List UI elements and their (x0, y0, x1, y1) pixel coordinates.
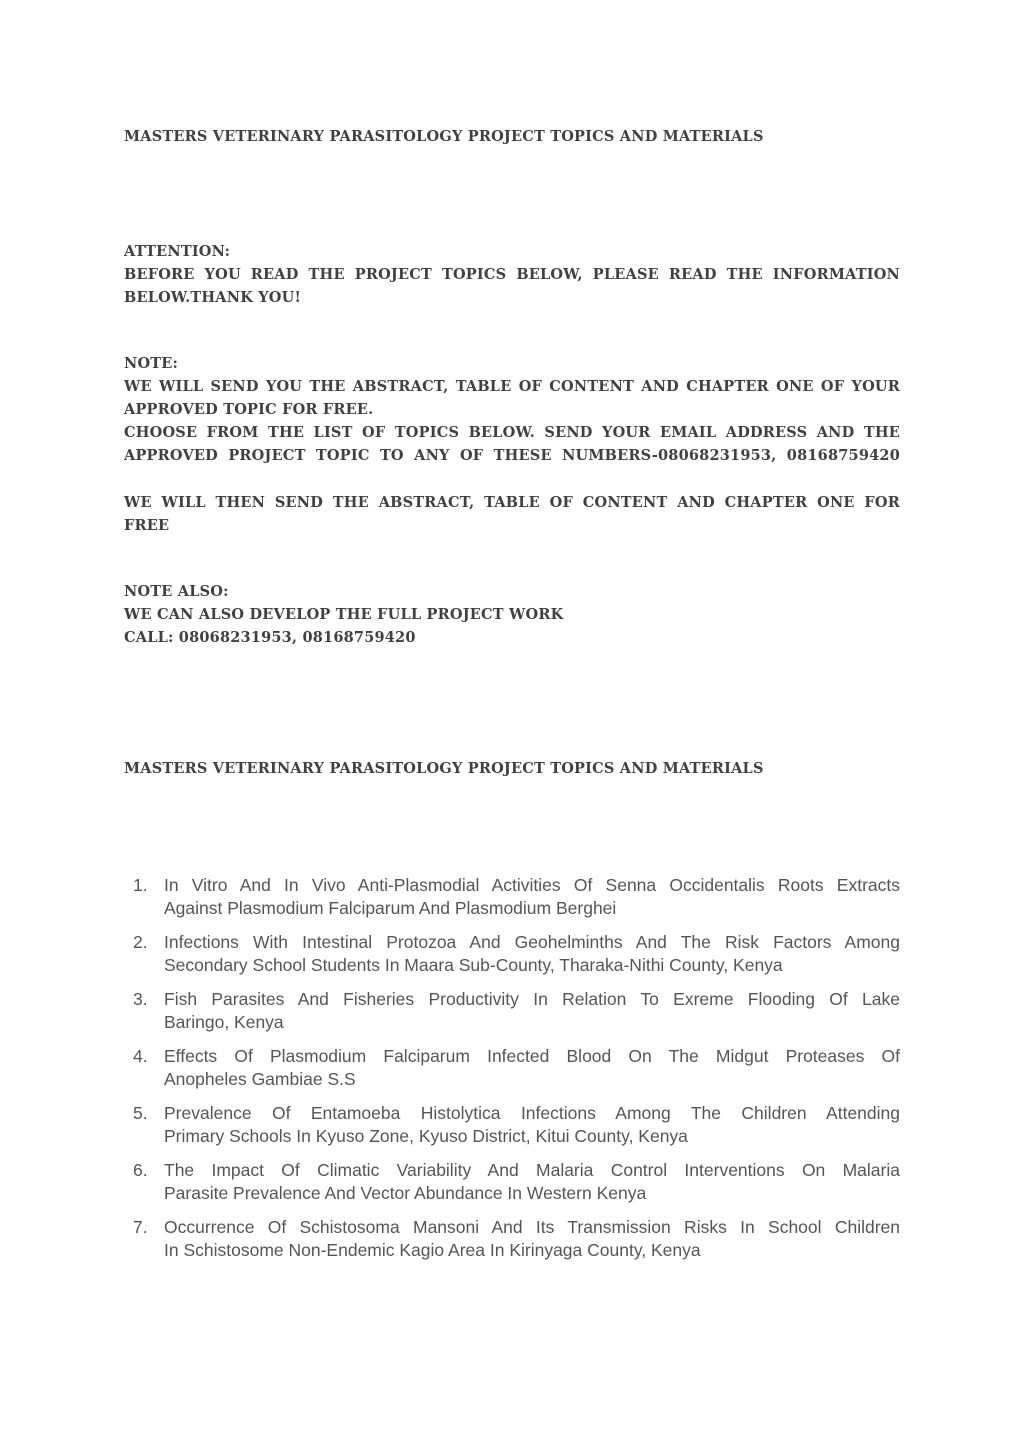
list-number: 2. (133, 932, 148, 952)
topic-line: Prevalence Of Entamoeba Histolytica Infections Among The Children Attending (164, 1103, 900, 1123)
list-item (124, 1045, 900, 1091)
note-section (124, 352, 900, 467)
topic-line: In Schistosome Non-Endemic Kagio Area In Kirinyaga County, Kenya (164, 1240, 701, 1260)
note-also-heading: NOTE ALSO: (124, 583, 229, 600)
attention-heading: ATTENTION: (124, 243, 231, 260)
note-line: APPROVED TOPIC FOR FREE. (124, 401, 374, 418)
attention-line: BEFORE YOU READ THE PROJECT TOPICS BELOW, PLEASE READ THE INFORMATION (124, 266, 900, 283)
topic-line: Parasite Prevalence And Vector Abundance In Western Kenya (164, 1183, 647, 1203)
note-heading: NOTE: (124, 355, 179, 372)
list-number: 6. (133, 1160, 148, 1180)
then-line: WE WILL THEN SEND THE ABSTRACT, TABLE OF CONTENT AND CHAPTER ONE FOR (124, 494, 900, 511)
then-section (124, 491, 900, 537)
note-also-line: CALL: 08068231953, 08168759420 (124, 629, 416, 646)
page-title (124, 125, 900, 148)
topic-line: In Vitro And In Vivo Anti-Plasmodial Activities Of Senna Occidentalis Roots Extracts (164, 875, 900, 895)
note-line: APPROVED PROJECT TOPIC TO ANY OF THESE NUMBERS-08068231953, 08168759420 (124, 447, 900, 464)
topic-line: Fish Parasites And Fisheries Productivity In Relation To Exreme Flooding Of Lake (164, 989, 900, 1009)
list-number: 3. (133, 989, 148, 1009)
then-line: FREE (124, 517, 170, 534)
topic-line: Baringo, Kenya (164, 1012, 284, 1032)
topics-title (124, 757, 900, 780)
topic-line: The Impact Of Climatic Variability And Malaria Control Interventions On Malaria (164, 1160, 900, 1180)
topic-line: Against Plasmodium Falciparum And Plasmodium Berghei (164, 898, 617, 918)
list-item (124, 988, 900, 1034)
topic-line: Anopheles Gambiae S.S (164, 1069, 356, 1089)
list-number: 7. (133, 1217, 148, 1237)
topics-list (124, 874, 900, 1273)
note-also-line: WE CAN ALSO DEVELOP THE FULL PROJECT WORK (124, 606, 564, 623)
note-line: CHOOSE FROM THE LIST OF TOPICS BELOW. SEND YOUR EMAIL ADDRESS AND THE (124, 424, 900, 441)
attention-line: BELOW.THANK YOU! (124, 289, 302, 306)
list-number: 4. (133, 1046, 148, 1066)
attention-section (124, 240, 900, 309)
list-item (124, 1102, 900, 1148)
list-number: 1. (133, 875, 148, 895)
note-also-section (124, 580, 900, 649)
topics-title-text: MASTERS VETERINARY PARASITOLOGY PROJECT TOPICS AND MATERIALS (124, 760, 764, 777)
note-line: WE WILL SEND YOU THE ABSTRACT, TABLE OF CONTENT AND CHAPTER ONE OF YOUR (124, 378, 900, 395)
list-item (124, 1159, 900, 1205)
topic-line: Occurrence Of Schistosoma Mansoni And Its Transmission Risks In School Children (164, 1217, 900, 1237)
topic-line: Infections With Intestinal Protozoa And Geohelminths And The Risk Factors Among (164, 932, 900, 952)
topic-line: Primary Schools In Kyuso Zone, Kyuso District, Kitui County, Kenya (164, 1126, 688, 1146)
topic-line: Effects Of Plasmodium Falciparum Infected Blood On The Midgut Proteases Of (164, 1046, 900, 1066)
topic-line: Secondary School Students In Maara Sub-County, Tharaka-Nithi County, Kenya (164, 955, 783, 975)
list-item (124, 874, 900, 920)
list-item (124, 931, 900, 977)
list-number: 5. (133, 1103, 148, 1123)
list-item (124, 1216, 900, 1262)
title-text: MASTERS VETERINARY PARASITOLOGY PROJECT TOPICS AND MATERIALS (124, 128, 764, 145)
